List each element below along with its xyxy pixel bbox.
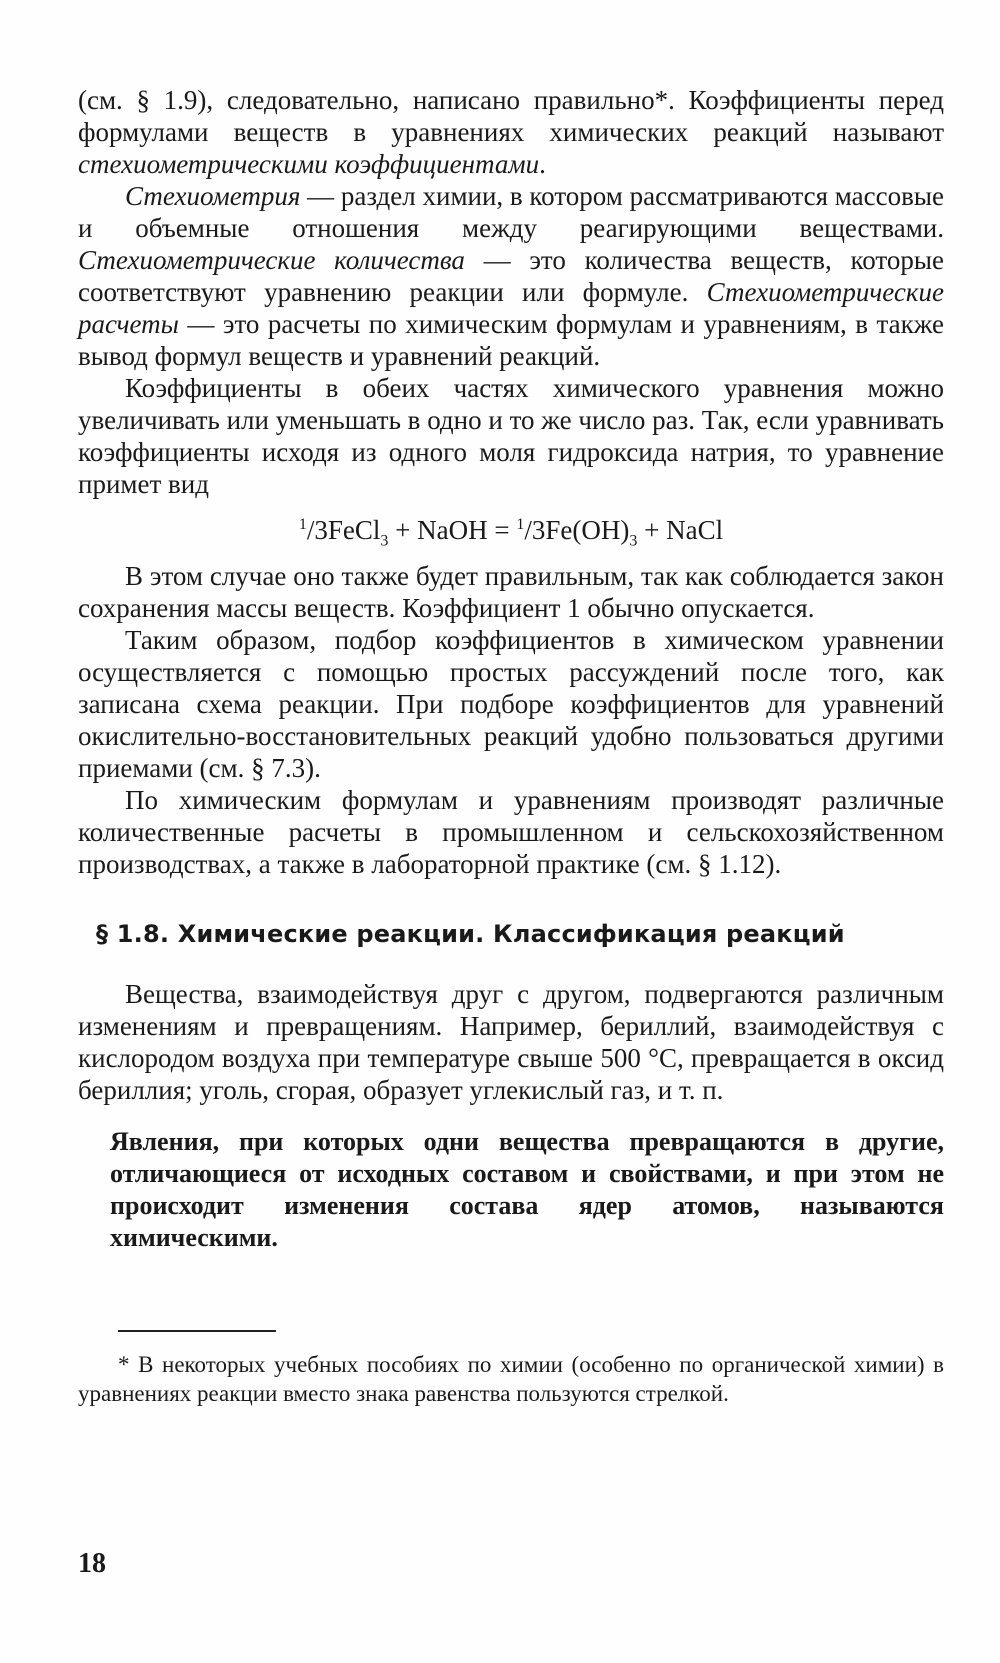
paragraph-2 <box>78 180 944 372</box>
page-number: 18 <box>78 1548 106 1579</box>
formula-nacl: + NaCl <box>637 515 724 545</box>
footnote-divider <box>118 1330 276 1332</box>
paragraph-6: По химическим формулам и уравнениям производят различные количественные расчеты в промышленном и сельскохозяйственном производствах, а также в лабораторной практике (см. § 1.12). <box>78 785 944 879</box>
paragraph-2-text-1: — раздел химии, в котором рассматриваются массовые и объемные отношения между реагирующими веществами. <box>78 181 945 243</box>
paragraph-4: В этом случае оно также будет правильным, так как соблюдается закон сохранения массы веществ. Коэффициент 1 обычно опускается. <box>78 561 944 623</box>
formula-denominator-1: /3 <box>306 515 328 545</box>
term-stoichiometric-quantities: Стехиометрические количества <box>78 245 465 275</box>
paragraph-1-italic: стехиометрическими коэффициентами <box>78 149 540 179</box>
paragraph-7: Вещества, взаимодействуя друг с другом, подвергаются различным изменениям и превращениям. Например, бериллий, взаимодействуя с кислородом воздуха при температуре свыше 500 °С, превращается в оксид бериллия; уголь, сгорая, образует углекислый газ, и т. п. <box>78 979 944 1105</box>
term-stoichiometric-calculations: Стехиометрические расчеты <box>78 277 944 339</box>
formula-fecl: FeCl <box>327 515 381 545</box>
footnote: * В некоторых учебных пособиях по химии (особенно по органической химии) в уравнениях реакции вместо знака равенства пользуются стрелкой. <box>78 1352 944 1406</box>
formula-naoh: + NaOH = <box>388 515 517 545</box>
formula-subscript-1: 3 <box>380 532 389 550</box>
paragraph-3: Коэффициенты в обеих частях химического уравнения можно увеличивать или уменьшать в одно и то же число раз. Так, если уравнивать коэффициенты исходя из одного моля гидроксида натрия, то уравнение примет вид <box>78 373 944 499</box>
formula-feoh: Fe(OH) <box>545 515 630 545</box>
formula-numerator-1: 1 <box>298 516 307 533</box>
term-stoichiometry: Стехиометрия <box>125 181 301 211</box>
chemical-equation <box>78 514 944 550</box>
paragraph-2-text-2: — это количества веществ, которые соответствуют уравнению реакции или формуле. <box>78 245 944 307</box>
paragraph-5: Таким образом, подбор коэффициентов в химическом уравнении осуществляется с помощью простых рассуждений после того, как записана схема реакции. При подборе коэффициентов для уравнений окислительно-восстановительных реакций удобно пользоваться другими приемами (см. § 7.3). <box>78 625 944 783</box>
paragraph-1-end: . <box>539 149 546 179</box>
formula-numerator-2: 1 <box>516 516 525 533</box>
formula-denominator-2: /3 <box>524 515 546 545</box>
paragraph-1 <box>78 84 944 180</box>
paragraph-2-text-3: — это расчеты по химическим формулам и уравнениям, в также вывод формул веществ и уравнений реакций. <box>78 309 944 371</box>
paragraph-1-text: (см. § 1.9), следовательно, написано правильно*. Коэффициенты перед формулами веществ в уравнениях химических реакций называют <box>78 85 944 147</box>
formula-subscript-2: 3 <box>629 532 638 550</box>
section-heading: § 1.8. Химические реакции. Классификация реакций <box>96 920 845 948</box>
definition-paragraph: Явления, при которых одни вещества превращаются в другие, отличающиеся от исходных составом и свойствами, и при этом не происходит изменения состава ядер атомов, называются химическими. <box>110 1127 944 1252</box>
